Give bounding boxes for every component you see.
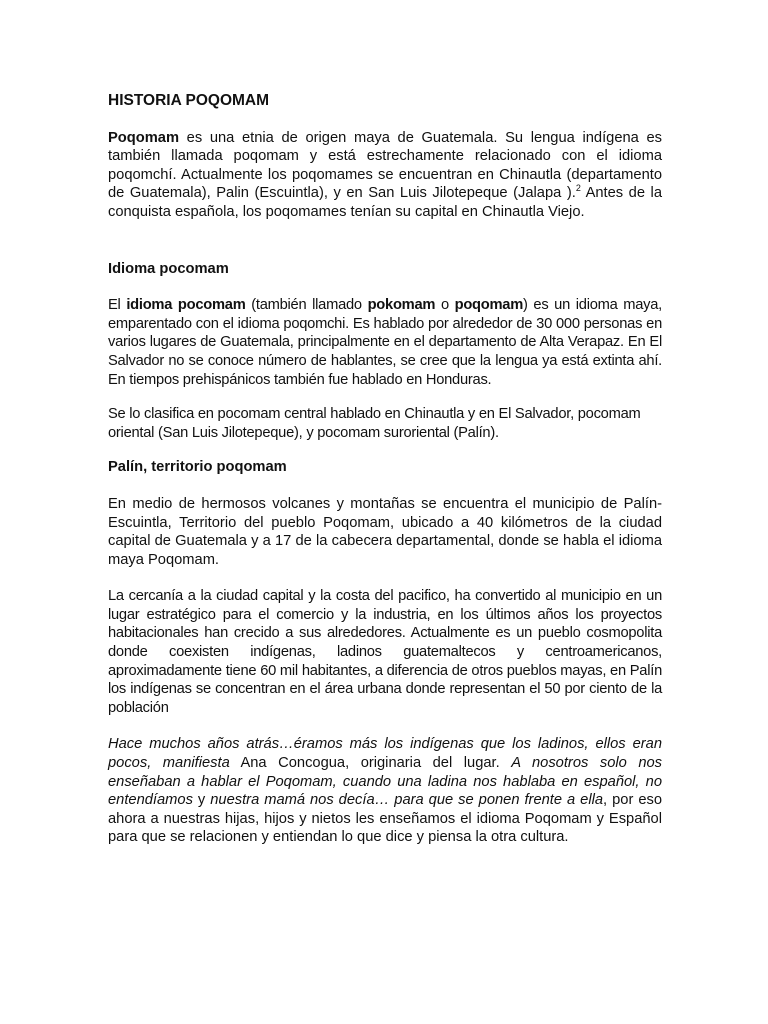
page-title: HISTORIA POQOMAM [108,92,270,109]
quote-text: y [192,792,211,809]
quote-italic: A nosotros solo nos enseñaban a hablar el Poqomam, cuando una ladina nos hablaba en español, no entendíamos [108,755,663,809]
idioma-term: pokomam [367,297,436,314]
idioma-text: (también llamado [245,297,368,314]
quote-italic: Hace muchos años atrás…éramos más los indígenas que los ladinos, ellos eran pocos, manifiesta [108,736,662,772]
intro-paragraph [108,129,662,222]
idioma-text: o [435,297,455,314]
clasificacion-paragraph: Se lo clasifica en pocomam central hablado en Chinautla y en El Salvador, pocomam oriental (San Luis Jilotepeque), y pocomam suroriental (Palín). [108,406,641,441]
quote-text: Ana Concogua, originaria del lugar. [229,755,512,772]
idioma-term: idioma pocomam [126,297,246,314]
palin-paragraph: En medio de hermosos volcanes y montañas se encuentra el municipio de Palín-Escuintla, Territorio del pueblo Poqomam, ubicado a 40 kilómetros de la ciudad capital de Guatemala y a 17 de la cabecera departamental, donde se habla el idioma maya Poqomam. [108,495,662,568]
idioma-text: El [108,297,127,314]
idioma-paragraph [108,296,662,389]
section-heading-palin: Palín, territorio poqomam [108,459,287,476]
intro-term: Poqomam [108,129,179,146]
cercania-paragraph: La cercanía a la ciudad capital y la costa del pacifico, ha convertido al municipio en un lugar estratégico para el comercio y la industria, en los últimos años los proyectos habitacionales han crecido a sus alrededores. Actualmente es un pueblo cosmopolita donde coexisten indígenas, ladinos guatemaltecos y centroamericanos, aproximadamente tiene 60 mil habitantes, a diferencia de otros pueblos mayas, en Palín los indígenas se concentran en el área urbana donde representan el 50 por ciento de la población [108,588,662,716]
idioma-term: poqomam [454,297,524,314]
section-heading-idioma: Idioma pocomam [108,260,229,277]
quote-italic: nuestra mamá nos decía… para que se ponen frente a ella [210,792,604,809]
intro-text-cont: Antes de la conquista española, los poqomames tenían su capital en Chinautla Viejo. [108,185,662,220]
quote-paragraph [108,735,662,847]
intro-text: es una etnia de origen maya de Guatemala. Su lengua indígena es también llamada poqomam y está estrechamente relacionado con el idioma poqomchí. Actualmente los poqomames se encuentran en Chinautla (departamento de Guatemala), Palin (Escuintla), y en San Luis Jilotepeque (Jalapa ). [108,129,662,202]
idioma-text: ) es un idioma maya, emparentado con el idioma poqomchi. Es hablado por alrededor de 30 000 personas en varios lugares de Guatemala, principalmente en el departamento de Alta Verapaz. En El Salvador no se conoce número de hablantes, se cree que la lengua ya está extinta ahí. En tiempos prehispánicos también fue hablado en Honduras. [108,297,663,388]
document-page [108,92,662,847]
quote-text: , por eso ahora a nuestras hijas, hijos y nietos les enseñamos el idioma Poqomam y Español para que se relacionen y entiendan lo que dice y piensa la otra cultura. [108,792,663,846]
footnote-marker: 2 [575,183,581,194]
